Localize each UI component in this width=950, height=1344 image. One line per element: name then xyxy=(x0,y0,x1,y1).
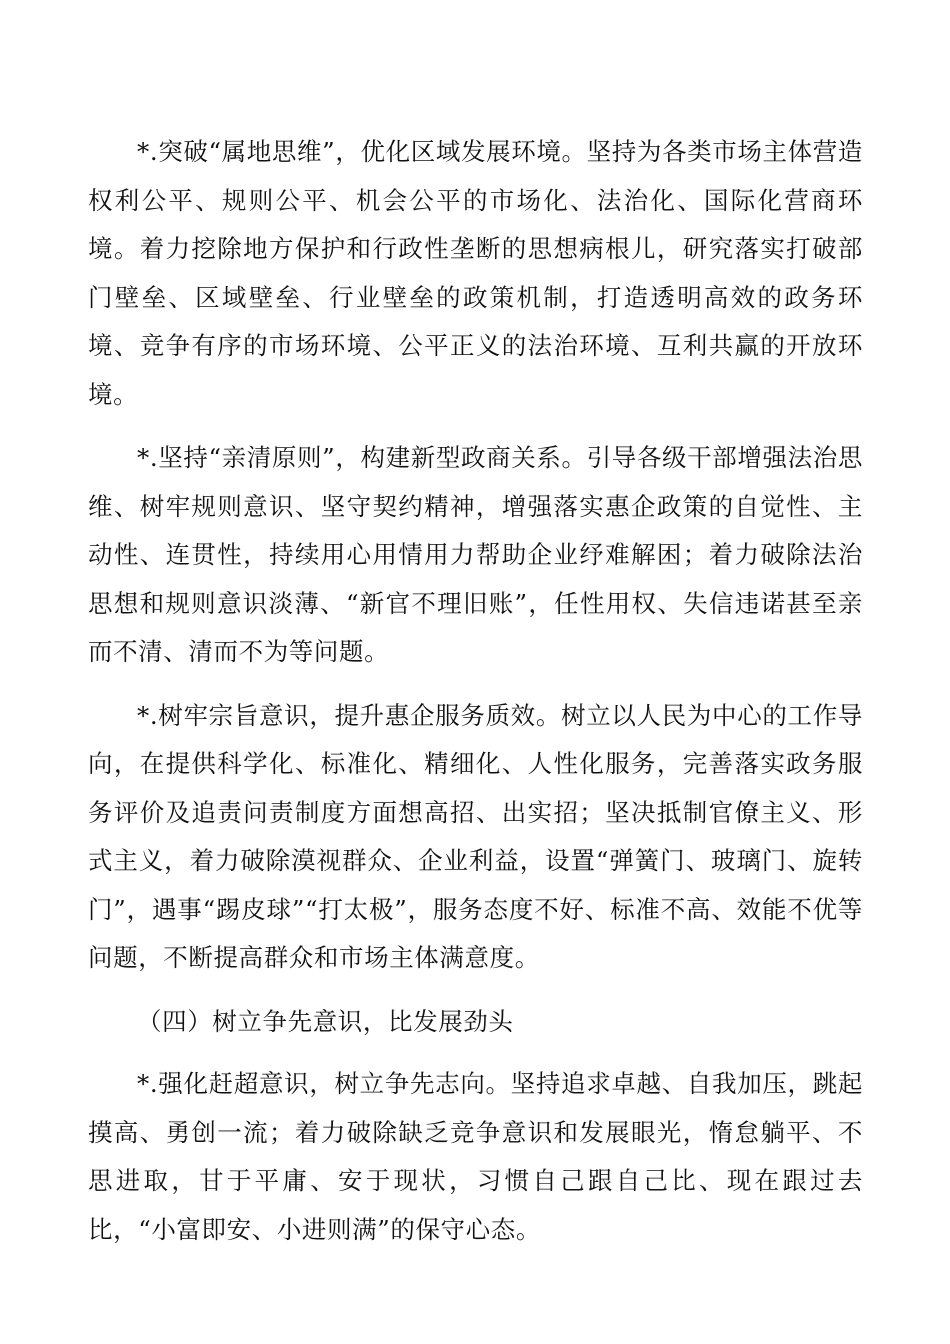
paragraph-service-awareness: *.树牢宗旨意识，提升惠企服务质效。树立以人民为中心的工作导向，在提供科学化、标准化、精细化、人性化服务，完善落实政务服务评价及追责问责制度方面想高招、出实招；坚决抵制官僚主义、形式主义，着力破除漠视群众、企业利益，设置“弹簧门、玻璃门、旋转门”，遇事“踢皮球”“打太极”，服务态度不好、标准不高、效能不优等问题，不断提高群众和市场主体满意度。 xyxy=(88,700,863,972)
document-body xyxy=(88,128,863,1269)
paragraph-catch-up-awareness: *.强化赶超意识，树立争先志向。坚持追求卓越、自我加压，跳起摸高、勇创一流；着力破除缺乏竞争意识和发展眼光，惰怠躺平、不思进取，甘于平庸、安于现状，习惯自己跟自己比、现在跟过去比，“小富即安、小进则满”的保守心态。 xyxy=(88,1069,863,1244)
section-heading: （四）树立争先意识，比发展劲头 xyxy=(137,1006,514,1036)
paragraph-break-local-thinking: *.突破“属地思维”，优化区域发展环境。坚持为各类市场主体营造权利公平、规则公平、机会公平的市场化、法治化、国际化营商环境。着力挖除地方保护和行政性垄断的思想病根儿，研究落实打破部门壁垒、区域壁垒、行业壁垒的政策机制，打造透明高效的政务环境、竞争有序的市场环境、公平正义的法治环境、互利共赢的开放环境。 xyxy=(88,137,863,409)
paragraph-pro-clean-principle: *.坚持“亲清原则”，构建新型政商关系。引导各级干部增强法治思维、树牢规则意识、坚守契约精神，增强落实惠企政策的自觉性、主动性、连贯性，持续用心用情用力帮助企业纾难解困；着力破除法治思想和规则意识淡薄、“新官不理旧账”，任性用权、失信违诺甚至亲而不清、清而不为等问题。 xyxy=(88,443,863,666)
